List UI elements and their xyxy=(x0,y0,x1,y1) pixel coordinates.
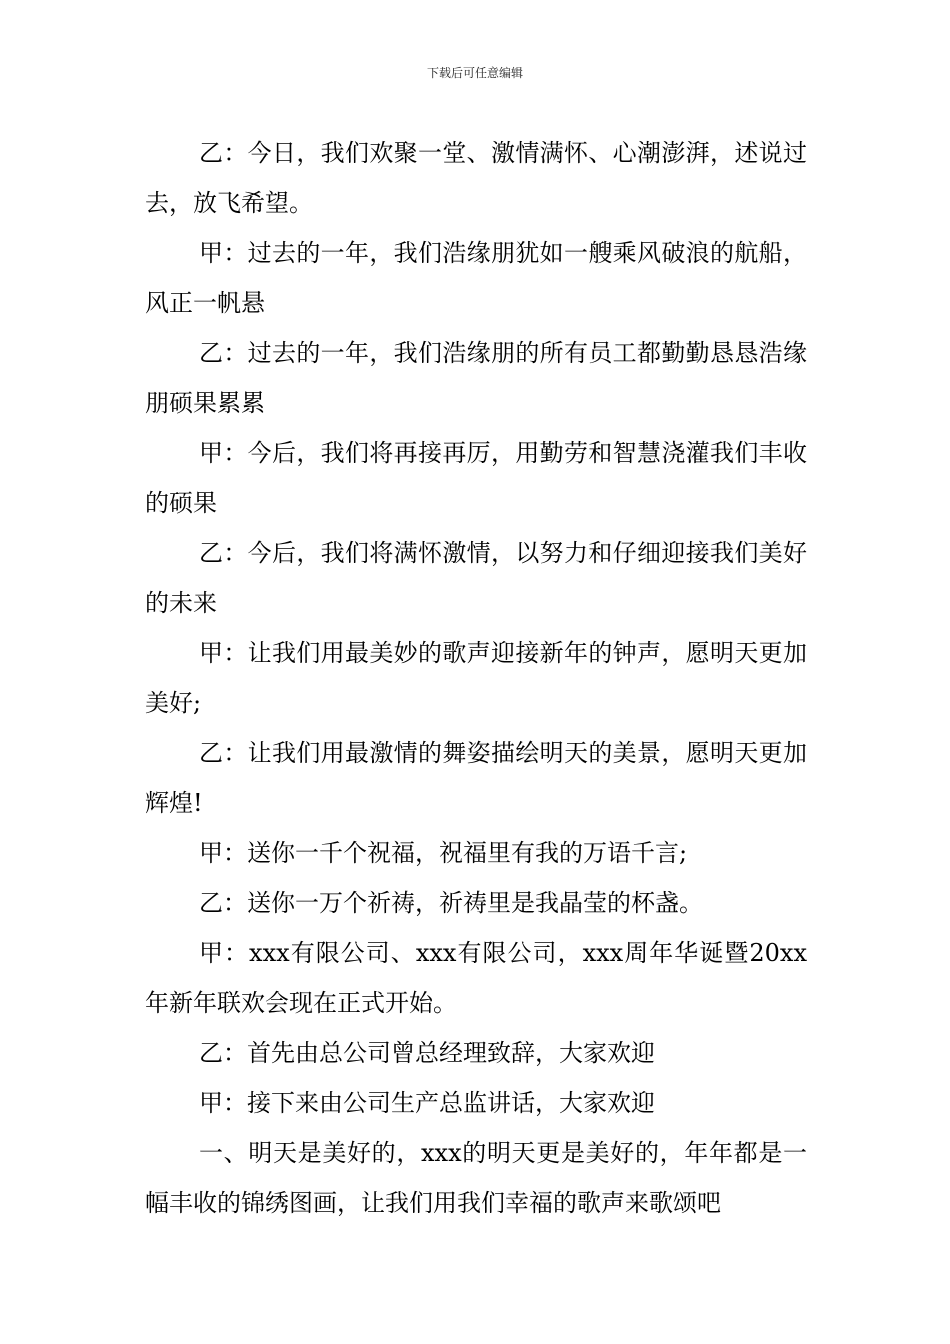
paragraph: 乙：让我们用最激情的舞姿描绘明天的美景，愿明天更加辉煌! xyxy=(145,739,807,817)
page-header: 下载后可任意编辑 xyxy=(426,66,523,80)
paragraph: 乙：今后，我们将满怀激情，以努力和仔细迎接我们美好的未来 xyxy=(145,539,807,617)
paragraph: 一、明天是美好的，xxx的明天更是美好的，年年都是一幅丰收的锦绣图画，让我们用我们幸福的歌声来歌颂吧 xyxy=(145,1139,807,1217)
paragraph: 乙：送你一万个祈祷，祈祷里是我晶莹的杯盏。 xyxy=(199,889,703,917)
paragraph: 乙：今日，我们欢聚一堂、激情满怀、心潮澎湃，述说过去，放飞希望。 xyxy=(145,139,807,217)
paragraph: 甲：xxx有限公司、xxx有限公司，xxx周年华诞暨20xx年新年联欢会现在正式开始。 xyxy=(145,939,807,1017)
paragraph: 乙：过去的一年，我们浩缘朋的所有员工都勤勤恳恳浩缘朋硕果累累 xyxy=(145,339,807,417)
paragraph: 甲：接下来由公司生产总监讲话，大家欢迎 xyxy=(199,1089,655,1117)
paragraph: 甲：让我们用最美妙的歌声迎接新年的钟声，愿明天更加美好; xyxy=(145,639,807,717)
paragraph: 甲：送你一千个祝福，祝福里有我的万语千言; xyxy=(199,839,688,867)
paragraph: 甲：今后，我们将再接再厉，用勤劳和智慧浇灌我们丰收的硕果 xyxy=(145,439,807,517)
document-body xyxy=(145,128,807,1228)
paragraph: 甲：过去的一年，我们浩缘朋犹如一艘乘风破浪的航船，风正一帆悬 xyxy=(145,239,807,317)
paragraph: 乙：首先由总公司曾总经理致辞，大家欢迎 xyxy=(199,1039,655,1067)
